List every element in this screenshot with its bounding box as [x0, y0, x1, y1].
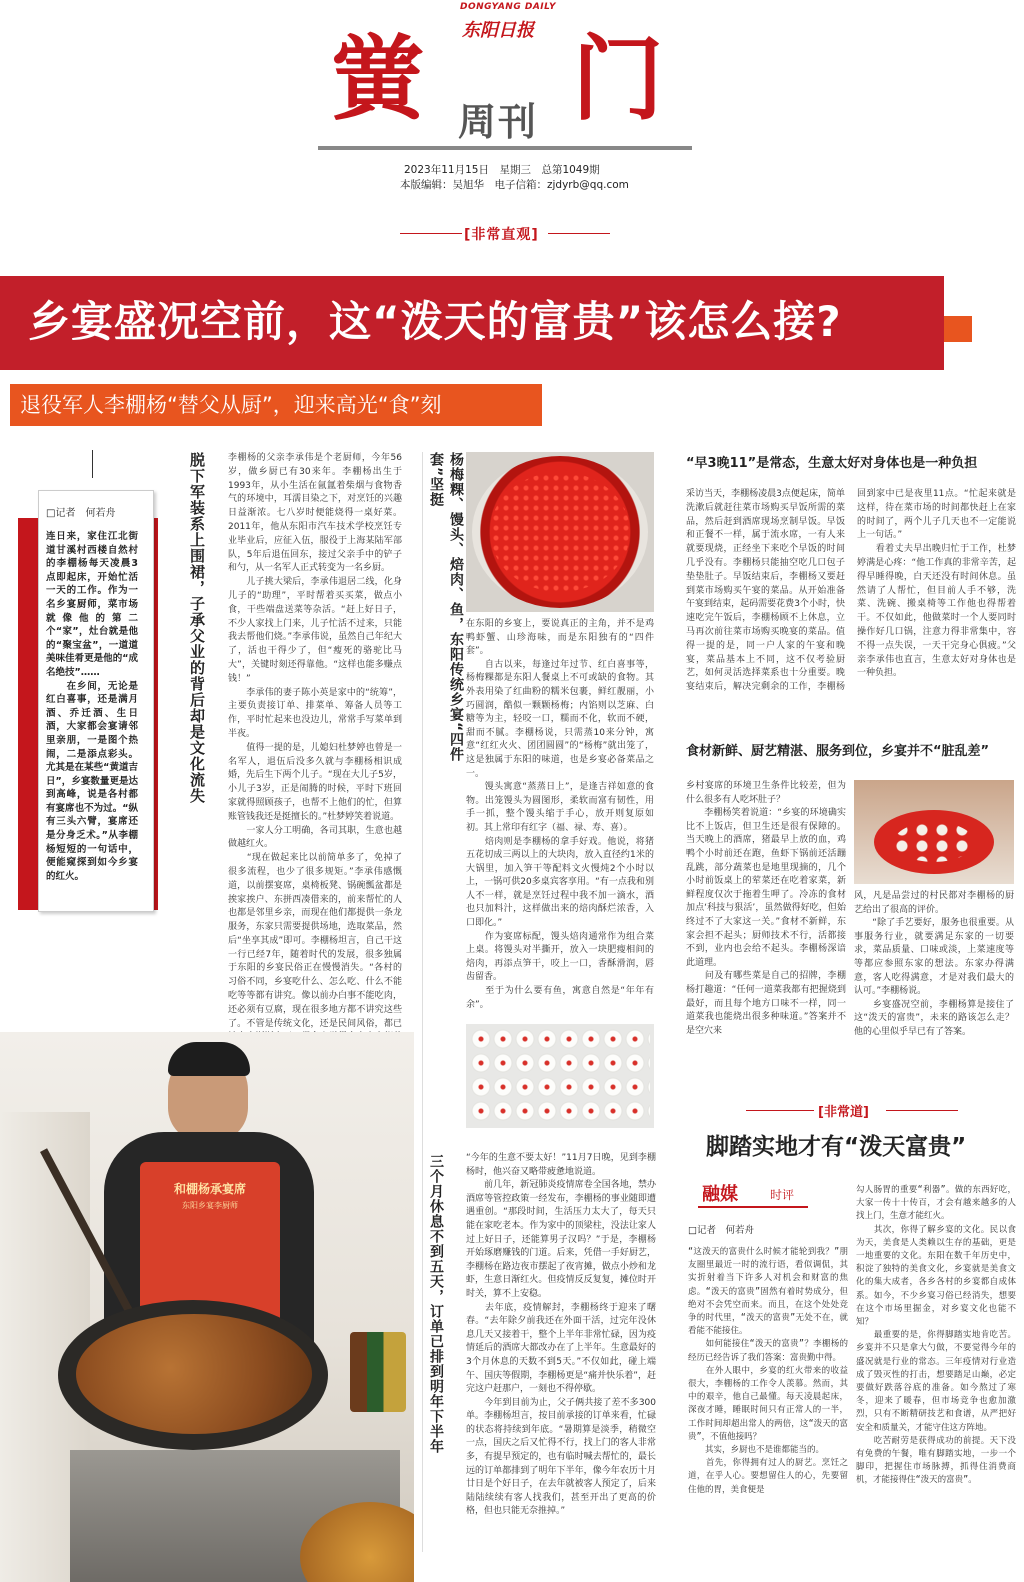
column-title: 脚踏实地才有“泼天富贵” — [706, 1134, 967, 1160]
mantou-photo — [466, 1024, 654, 1128]
col5-title: 食材新鲜、厨艺精湛、服务到位，乡宴并不“脏乱差” — [686, 744, 990, 759]
yangmei-photo — [466, 452, 654, 612]
headline-accent — [944, 316, 972, 342]
subheadline: 退役军人李棚杨“替父从厨”，迎来高光“食”刻 — [20, 393, 442, 417]
paper-name-en: DONGYANG DAILY — [460, 2, 556, 12]
masthead-subtitle: 周刊 — [458, 100, 539, 144]
col2-text: 在东阳的乡宴上，要说真正的主角，并不是鸡鸭虾蟹、山珍海味，而是东阳独有的“四件套”。 自古以来，每逢过年过节、红白喜事等，杨梅粿都是东阳人餐桌上不可或缺的食物。其外表用染了红曲粉的糯米包裹，鲜红靓丽，小巧圆润，酷似一颗颗杨梅；内馅则以芝麻、白糖等为主，轻咬一口，糯而不化，软而不硬，甜而不腻。李棚杨说，只需蒸10来分钟，寓意“红红火火、团团圆圆”的“杨梅”就出笼了，这是独属于东阳的味道，也是乡宴必备菜品之一。 馒头寓意“蒸蒸日上”，是逢吉祥如意的食物。出笼馒头为圆图形，柔软而富有韧性，用手一抓，整个馒头缩于手心，放开则复原如初。其上常印有红字（福、禄、寿、喜）。 焙肉则是李棚杨的拿手好戏。他说，将猪五花切成三两以上的大块肉，放入直径约1米的大锅里，加入笋干等配料文火慢炖2个小时以上，一锅可供20多桌宾客享用。“有一点我和别人不一样，就是烹饪过程中我不加一滴水，酒也只加料汁，这样做出来的焙肉酥烂浓香，入口即化。” 作为宴席标配，馒头焙肉通常作为组合菜上桌。将馒头对半撕开，放入一块肥瘦相间的焙肉，再添点笋干，咬上一口，香酥滑润，唇齿留香。 至于为什么要有鱼，寓意自然是“年年有余”。 — [466, 619, 654, 1010]
col2-rule — [422, 452, 423, 1552]
column-rule-right — [886, 1110, 958, 1111]
cook-apron-sign: 和棚杨承宴席 — [173, 1182, 246, 1196]
banquet-dishes — [894, 822, 974, 862]
byline-box-rule — [92, 450, 93, 478]
cook-photo — [0, 1032, 414, 1582]
column-byline: □记者 何若舟 — [688, 1225, 754, 1236]
col2-title: 杨梅粿、馒头、焙肉、鱼，东阳传统乡宴“四件套”坚挺 — [428, 452, 464, 763]
paper-name-cn: 东阳日报 — [462, 20, 534, 41]
wok-food — [76, 1314, 312, 1434]
cook-hair — [168, 1042, 250, 1076]
badge-main: 融媒 — [702, 1184, 738, 1205]
masthead-title-left: 黉 — [332, 25, 425, 133]
editor-line: 本版编辑：吴旭华 电子信箱：zjdyrb@qq.com — [400, 179, 629, 191]
yangmei-texture — [490, 472, 630, 592]
byline: □记者 何若舟 — [46, 508, 116, 519]
badge-sub: 时评 — [770, 1188, 795, 1202]
col5-text-a: 乡村宴席的环境卫生条件比较差，但为什么很多有人吃坏肚子？ 李棚杨笑着说道：“乡宴的环境确实比不上饭店，但卫生还是很有保障的。当天晚上的酒席，猪最早上放的血，鸡鸭个小时前还在跑，鱼虾下锅前还活蹦乱跳，部分蔬菜也是地里现摘的，几个小时前饭桌上的荤菜还在吃着家菜，新鲜程度仅次于拖着生呷了。冷冻的食材加点‘科技与狠活’，虽然做得好吃，但始终过不了大家这一关。”食材不新鲜，东家会担不起头；厨师技术不行，活都接不到，业内也会给不起头。李棚杨深谙此道理。 问及有哪些菜是自己的招牌，李棚杨打趣道：“任何一道菜我都有把握烧到最好，而且每个地方口味不一样，同一道菜我也能烧出很多种味道。”答案并不是空穴来 — [686, 781, 846, 1036]
col1-title: 脱下军装系上围裙，子承父业的背后却是文化流失 — [188, 452, 206, 804]
col4-text: 采访当天，李棚杨凌晨3点便起床，简单洗漱后就赶往菜市场购买早饭所需的菜品，然后赶到酒席现场烹制早饭。早饭和正餐不一样，属于流水席，一有人来就要现烧，正经坐下来吃个早饭的时间几乎没有。李棚杨只能抽空吃几口包子垫垫肚子。早饭结束后，李棚杨又要赶到菜市场购买午宴的菜品。从开始准备午宴到结束，起码需要花费3个小时，快速吃完午饭后，李棚杨顾不上休息，立马再次前往菜市场购买晚宴的菜品。值得一提的是，同一户人家的午宴和晚宴，菜品基本上不同，这不仅考验厨艺，如何灵活选择菜系也十分重要。晚宴结束后，解决完剩余的工作，李棚杨回到家中已是夜里11点。“忙起来就是这样，待在菜市场的时间都快赶上在家的时间了，两个儿子几天也不一定能说上一句话。” 看着丈夫早出晚归忙于工作，杜梦婷满是心疼：“他工作真的非常辛苦，起得早睡得晚，白天还没有时间休息。虽然请了人帮忙，但目前人手不够，洗菜、洗碗、搬桌椅等工作他也得帮着干。不仅如此，他做菜时一个人要同时操作好几口锅，注意力得非常集中，容不得一点失误，一天干完身心俱疲。”父亲李承伟也直言，生意太好对身体也是一种负担。 — [686, 489, 1016, 693]
mantou-marks — [470, 1028, 650, 1124]
column-text-b: 勾人肠胃的重要“利器”。做的东西好吃，大家一传十十传百，才会有越来越多的人找上门，生意才能红火。 其次，你得了解乡宴的文化。民以食为天，美食是人类赖以生存的基础，更是一地重要的文化。东阳在数千年历史中，积淀了独特的美食文化，乡宴就是美食文化的集大成者，各乡各村的乡宴都自成体系。如今，不少乡宴习俗已经消失，想要在这个市场里掘金，对乡宴文化也能不知？ 最重要的是，你得脚踏实地肯吃苦。乡宴并不只是拿大勺做，不要觉得今年的盛况就是行业的常态。三年疫情对行业造成了毁灭性的打击，想要踏足山巅，必定要做好跌落谷底的准备。如今熬过了寒冬，迎来了暖春，但市场竞争也愈加激烈，只有不断精研技艺和食谱，从严把好安全和质量关，才能守住这方阵地。 吃苦耐劳是获得成功的前提。天下没有免费的午餐，唯有脚踏实地，一步一个脚印，把握住市场脉搏，抓得住消费商机，才能接得住“泼天的富贵”。 — [856, 1185, 1016, 1486]
col1-text: 李棚杨的父亲李承伟是个老厨师，今年56岁，做乡厨已有30来年。李棚杨出生于1993年，从小生活在氤氲着柴烟与食物香气的环境中，耳濡目染之下，对烹饪的兴趣日益渐浓。七八岁时便能烧得一桌好菜。2011年，他从东阳市汽车技术学校烹饪专业毕业后，应征入伍，服役于上海某陆军部队，5年后退伍回东，接过父亲手中的铲子和勺，从一名军人正式转变为一名乡厨。 儿子挑大梁后，李承伟退居二线，化身儿子的“助理”，平时帮着买买菜，做点小食，干些端盘送菜等杂活。“赶上好日子，不少人家找上门来，儿子忙活不过来，只能我去帮他们烧。”李承伟说，虽然自己年纪大了，活也干得少了，但“瘦死的骆驼比马大”，关键时刻还得靠他。“这样也能多赚点钱！” 李承伟的妻子陈小英是家中的“统筹”，主要负责接订单、排菜单、筹备人员等工作，平时忙起来也没边儿，常常手写菜单到半夜。 值得一提的是，儿媳妇杜梦婷也曾是一名军人，退伍后没多久就与李棚杨相识成婚，先后生下两个儿子。“现在大儿子5岁，小儿子3岁，正是闹腾的时候，平时下班回家就得照顾孩子，也帮不上他们的忙，但算账管钱我还是挺擅长的。”杜梦婷笑着说道。 一家人分工明确，各司其职，生意也越做越红火。 “现在做起来比以前简单多了，免掉了很多流程，也少了很多规矩。”李承伟感慨道，以前摆宴席，桌椅板凳、锅碗瓢盆都是挨家挨户、东拼西凑借来的，前来帮忙的人也都是邻里乡亲，而现在他们都提供一条龙服务，东家只需要提供场地，选取菜品，然后“坐享其成”即可。李棚杨坦言，自己干这一行已经7年，随着时代的发展，很多独属于东阳的乡宴民俗正在慢慢消失。“各村的习俗不同，乡宴吃什么、怎么吃、什么不能吃等等都有讲究。像以前办白事不能吃肉，还必须有豆腐，现在很多地方都不讲究这些了。不管是传统文化，还是民间风俗，都已 — [228, 453, 402, 1029]
column-rule-left — [746, 1110, 814, 1111]
masthead — [300, 0, 720, 200]
col4-title: “早3晚11”是常态，生意太好对身体也是一种负担 — [686, 456, 978, 471]
commentary-badge — [696, 1180, 816, 1210]
column-section-label: [非常道] — [818, 1105, 869, 1120]
col3-text: “今年的生意不要太好！”11月7日晚，见到李棚杨时，他兴奋又略带疲惫地说道。 前几年，新冠肺炎疫情席卷全国各地，禁办酒席等管控政策一经发布，李棚杨的事业随即遭遇重创。“那段时间，生活压力太大了，每天只能在家吃老本。作为家中的顶梁柱，没法让家人过上好日子，还能算男子汉吗？”于是，李棚杨开始琢磨赚钱的门道。后来，凭借一手好厨艺，李棚杨在路边夜市摆起了夜宵摊，做点小炒和龙虾，生意日渐红火。但疫情反反复复，摊位时开时关，算不上安稳。 去年底，疫情解封，李棚杨终于迎来了曙春。“去年除夕前我还在外面干活，过完年没休息几天又接着干，整个上半年非常忙碌，因为疫情延后的酒席大都改办在了上半年。生意最好的3个月休息的天数不到5天。”不仅如此，碰上端午、国庆等假期，李棚杨更是“痛并快乐着”，赶完这户赶那户，一刻也不得停歇。 今年到目前为止，父子俩共接了差不多300单。李棚杨坦言，按目前承接的订单来看，忙碌的状态将持续到年底。“暑期算是淡季，稍微空一点，国庆之后又忙得不行，找上门的客人非常多，有提早预定的，也有临时喊去帮忙的，最长远的订单都排到了明年下半年，像今年农历十月廿日是个好日子，在去年就被客人预定了，后来陆陆续续有客人找我们，甚至开出了更高的价格，但也只能无奈推掉。” — [466, 1153, 656, 1517]
badge-underline — [698, 1206, 808, 1208]
byline-box-text: 连日来，家住江北街道甘溪村西楼自然村的李棚杨每天凌晨3点即起床，开始忙活一天的工作。作为一名乡宴厨师，菜市场就像他的第二个“家”，灶台就是他的“聚宝盆”，一道道美味佳肴更是他的“成名绝技”…… 在乡间，无论是红白喜事，还是满月酒、乔迁酒、生日酒，大家都会宴请邻里亲朋，一是图个热闹，二是添点彩头。尤其是在某些“黄道吉日”，乡宴数量更是达到高峰，说是各村都有宴席也不为过。“纵有三头六臂，宴席还是分身乏术。”从李棚杨短短的一句话中，便能窥探到如今乡宴的红火。 — [46, 531, 138, 882]
headline: 乡宴盛况空前，这“泼天的富贵”该怎么接? — [28, 297, 842, 346]
column-text-a: “这泼天的富贵什么时候才能轮到我？”朋友圈里最近一时的流行语，看似调侃，其实折射着当下许多人对机会和财富的焦虑。“泼天的富贵”固然有着时势成分，但绝对不会凭空而来。而且，在这个处处竞争的时代里，“泼天的富贵”无处不在，就看能不能接住。 如何能接住“泼天的富贵”？李棚杨的经历已经告诉了我们答案：富贵勤中得。 在外人眼中，乡宴的红火带来的收益很大，李棚杨的工作令人羡慕。然而，其中的艰辛，他自己最懂。每天凌晨起床，深夜才睡，睡眠时间只有正常人的一半，工作时间却超出常人的两倍，这“泼天的富贵”，不值他接吗？ 其实，乡厨也不是谁都能当的。 首先，你得拥有过人的厨艺。烹饪之道，在乎人心。要想留住人的心，先要留住他的胃，美食便是 — [688, 1247, 848, 1495]
section-rule-left — [400, 233, 462, 234]
masthead-rule — [318, 146, 692, 150]
bottles — [350, 1332, 406, 1412]
col5-text-b: 风，凡是品尝过的村民都对李棚杨的厨艺给出了很高的评价。 “除了手艺要好，服务也很重要。从事服务行业，就要满足东家的一切要求，菜品质量、口味或淡，上菜速度等等都应参照东家的想法。东家办得满意，客人吃得满意，才是对我们最大的认可。”李棚杨说。 乡宴盛况空前，李棚杨算是接住了这“泼天的富贵”，未来的路该怎么走？他的心里似乎早已有了答案。 — [854, 891, 1014, 1037]
col3-title: 三个月休息不到五天，订单已排到明年下半年 — [428, 1154, 444, 1454]
section-rule-right — [548, 233, 610, 234]
banquet-photo — [854, 780, 1014, 884]
masthead-title-right: 门 — [572, 25, 665, 133]
issue-date-line: 2023年11月15日 星期三 总第1049期 — [404, 164, 600, 176]
section-label: [非常直观] — [464, 227, 539, 243]
cook-apron-sign-sub: 东阳乡宴李厨师 — [182, 1201, 238, 1210]
